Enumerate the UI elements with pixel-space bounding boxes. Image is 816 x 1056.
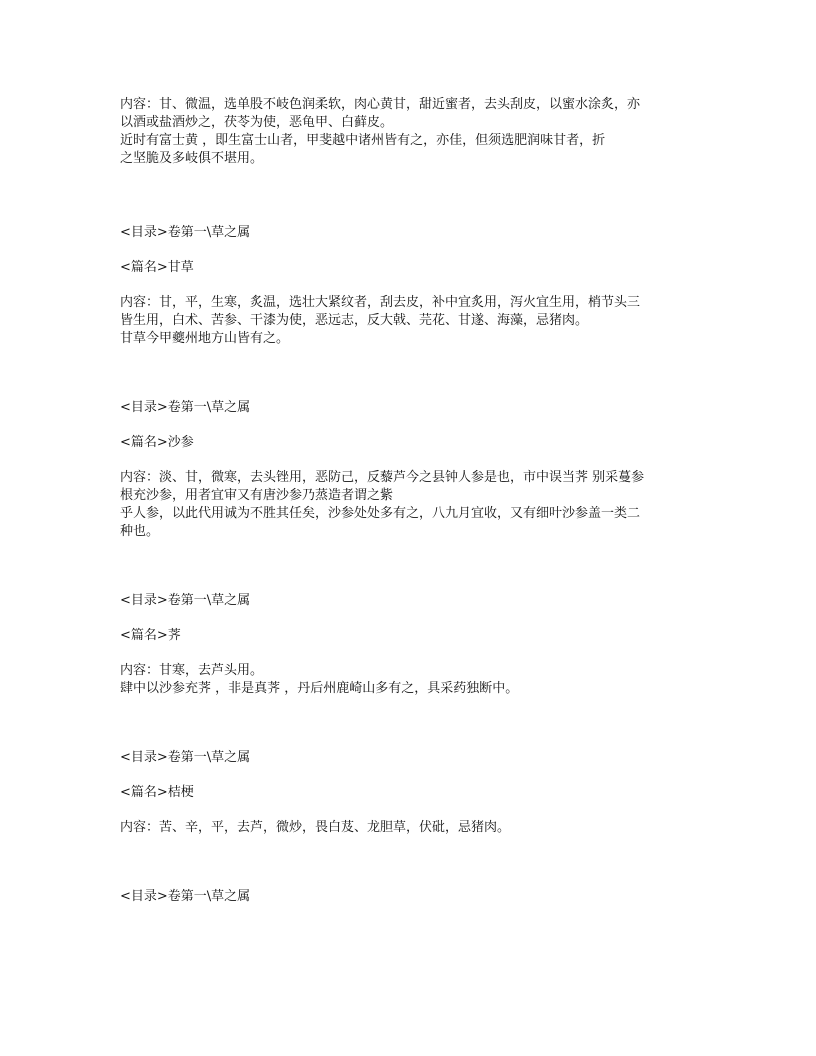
text-line: 乎人参，以此代用诚为不胜其任矣，沙参处处多有之，八九月宜收，又有细叶沙参盖一类二 <box>120 506 641 521</box>
entry-title: <篇名>沙参 <box>120 435 194 450</box>
content-paragraph <box>120 819 700 837</box>
text-line: 近时有富士黄 ，即生富士山者，甲斐越中诸州皆有之，亦佳，但须选肥润味甘者，折 <box>120 133 606 148</box>
content-paragraph <box>120 96 700 168</box>
text-line: 内容：甘、微温，选单股不岐色润柔软，肉心黄甘，甜近蜜者，去头刮皮，以蜜水涂炙，亦 <box>120 97 641 112</box>
spacer <box>120 168 700 224</box>
text-line: 之坚脆及多岐俱不堪用。 <box>120 151 264 166</box>
catalog-heading: <目录>卷第一\草之属 <box>120 889 251 904</box>
text-line: 以酒或盐酒炒之，茯苓为使，恶龟甲、白藓皮。 <box>120 115 394 130</box>
content-paragraph <box>120 294 700 348</box>
entry-title: <篇名>荠 <box>120 628 181 643</box>
text-line: 肆中以沙参充荠 ，非是真荠 ，丹后州鹿崎山多有之，具采药独断中。 <box>120 681 519 696</box>
catalog-heading: <目录>卷第一\草之属 <box>120 750 251 765</box>
spacer <box>120 242 700 259</box>
text-line: 皆生用，白术、苦参、干漆为使，恶远志，反大戟、芫花、甘遂、海藻，忌猪肉。 <box>120 313 589 328</box>
spacer <box>120 541 700 592</box>
spacer <box>120 277 700 294</box>
content-paragraph <box>120 469 700 541</box>
text-line: 根充沙参，用者宜审又有唐沙参乃蒸造者谓之紫 <box>120 488 394 503</box>
text-line: 甘草今甲夔州地方山皆有之。 <box>120 331 290 346</box>
content-paragraph <box>120 662 700 698</box>
spacer <box>120 452 700 469</box>
spacer <box>120 802 700 819</box>
spacer <box>120 645 700 662</box>
entry-title: <篇名>桔梗 <box>120 785 194 800</box>
spacer <box>120 348 700 399</box>
spacer <box>120 610 700 627</box>
catalog-heading: <目录>卷第一\草之属 <box>120 225 251 240</box>
entry-title: <篇名>甘草 <box>120 260 194 275</box>
text-line: 内容：苦、辛，平，去芦，微炒，畏白芨、龙胆草，伏砒，忌猪肉。 <box>120 820 511 835</box>
text-line: 内容：甘，平，生寒，炙温，选壮大紧纹者，刮去皮，补中宜炙用，泻火宜生用，梢节头三 <box>120 295 641 310</box>
spacer <box>120 698 700 749</box>
spacer <box>120 837 700 888</box>
text-line: 种也。 <box>120 524 160 539</box>
text-line: 内容：淡、甘，微寒，去头锉用，恶防己，反藜芦今之县钟人参是也，市中误当荠 别采蔓参 <box>120 470 645 485</box>
spacer <box>120 417 700 434</box>
catalog-heading: <目录>卷第一\草之属 <box>120 593 251 608</box>
text-line: 内容：甘寒，去芦头用。 <box>120 663 264 678</box>
catalog-heading: <目录>卷第一\草之属 <box>120 400 251 415</box>
spacer <box>120 767 700 784</box>
document-page <box>120 96 700 906</box>
